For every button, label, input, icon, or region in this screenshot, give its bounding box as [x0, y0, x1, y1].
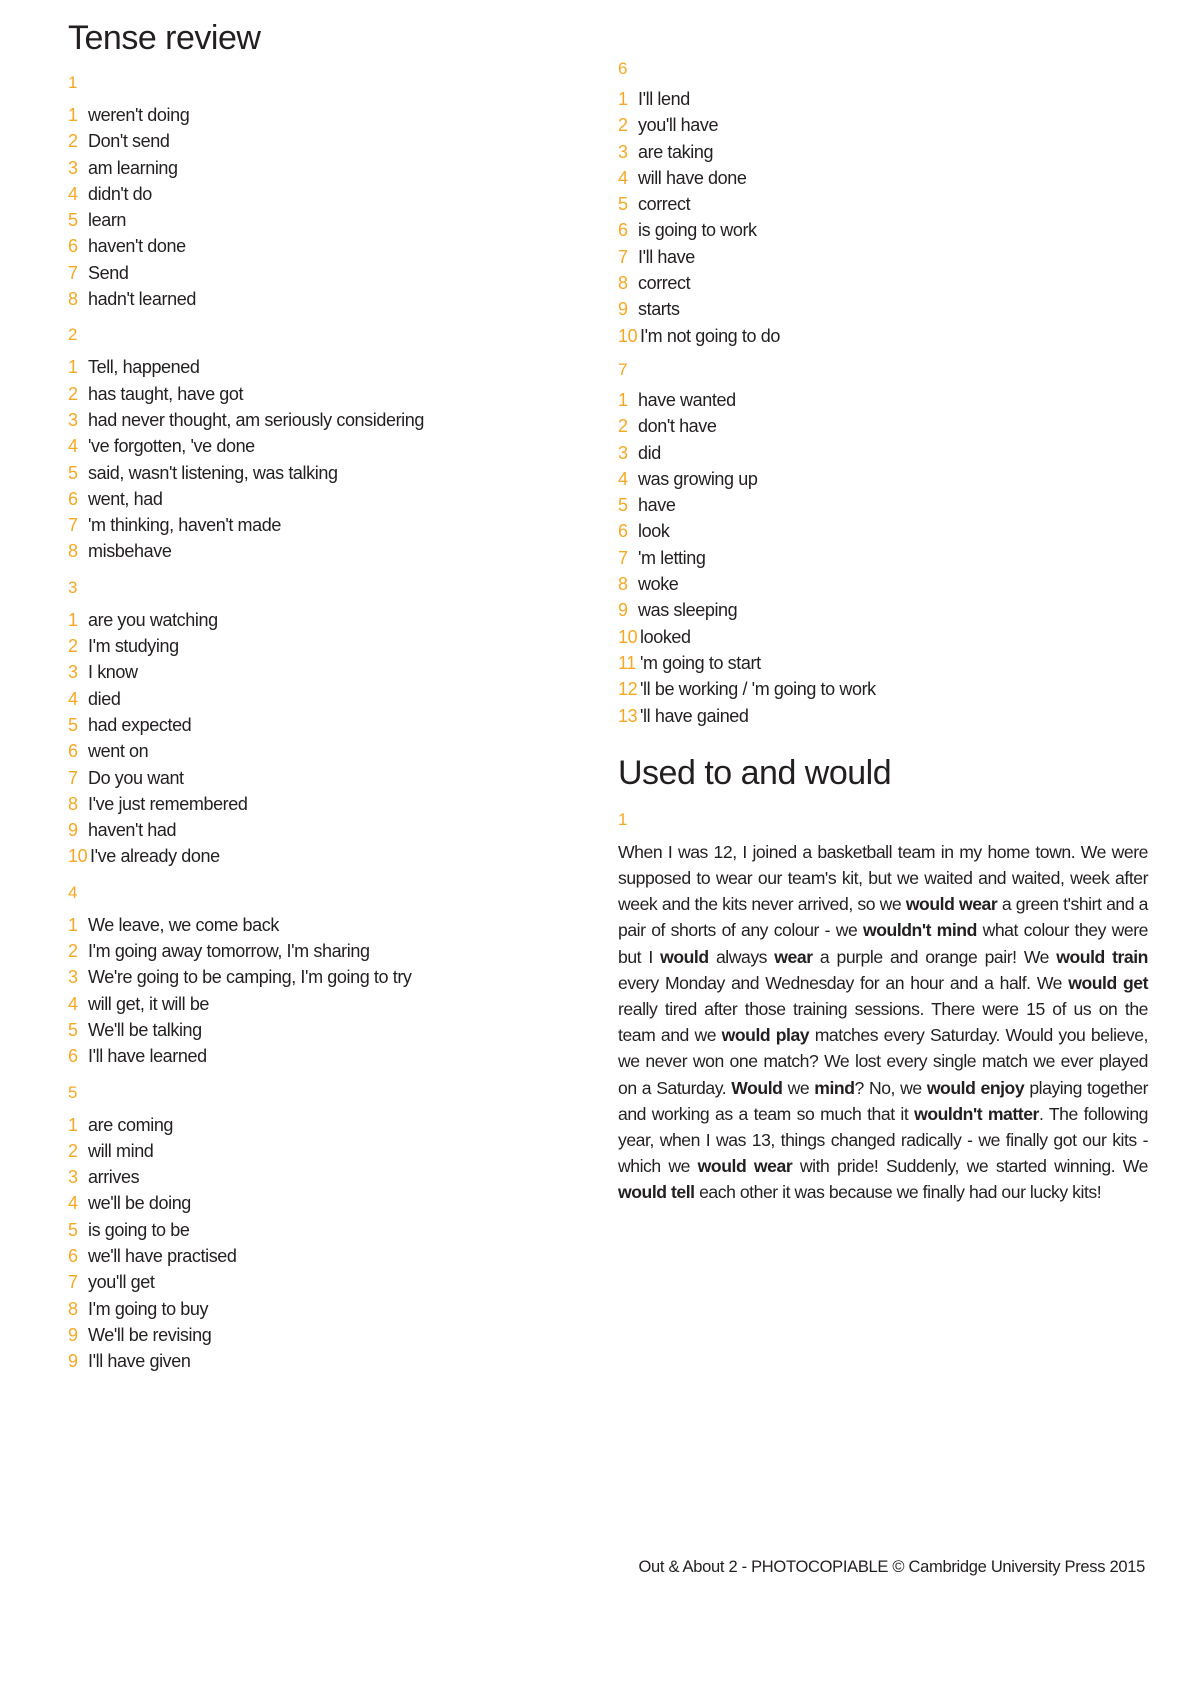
item-number: 4 [618, 468, 628, 489]
bold-phrase: mind [814, 1077, 855, 1098]
item-answer: Send [88, 262, 129, 283]
item-answer: are you watching [88, 609, 218, 630]
item-number: 2 [68, 941, 78, 962]
item-number: 3 [68, 967, 78, 988]
item-answer: We'll be talking [88, 1019, 202, 1040]
exercise-block [68, 72, 588, 312]
bold-phrase: Would [731, 1077, 783, 1098]
item-answer: 'll have gained [640, 705, 749, 726]
item-answer: I've just remembered [88, 793, 248, 814]
item-number: 6 [68, 741, 78, 762]
item-answer: am learning [88, 157, 178, 178]
answer-item [68, 260, 588, 286]
item-number: 10 [618, 626, 638, 647]
exercise-number: 3 [68, 577, 78, 597]
item-number: 6 [68, 488, 78, 509]
answer-item [68, 791, 588, 817]
item-answer: will mind [88, 1140, 154, 1161]
answer-item [68, 486, 588, 512]
answer-item [618, 296, 1148, 322]
exercise-number: 7 [618, 359, 628, 379]
item-answer: is going to work [638, 220, 757, 241]
item-answer: had expected [88, 714, 192, 735]
item-answer: Don't send [88, 131, 170, 152]
item-number: 7 [68, 1272, 78, 1293]
answer-item [68, 460, 588, 486]
answer-item [618, 650, 1148, 676]
item-number: 8 [618, 574, 628, 595]
item-answer: you'll have [638, 115, 719, 136]
item-answer: I'm not going to do [640, 325, 780, 346]
answer-item [68, 128, 588, 154]
item-number: 6 [618, 220, 628, 241]
answer-item [618, 703, 1148, 729]
item-number: 10 [68, 846, 88, 867]
answer-item [68, 181, 588, 207]
item-answer: has taught, have got [88, 383, 244, 404]
answer-item [68, 155, 588, 181]
answer-item [68, 1017, 588, 1043]
answer-item [68, 512, 588, 538]
bold-phrase: would play [721, 1025, 810, 1046]
page-title: Tense review [68, 19, 261, 57]
item-number: 1 [68, 357, 78, 378]
item-number: 5 [68, 714, 78, 735]
exercise-block [68, 324, 588, 564]
answer-item [618, 139, 1148, 165]
item-answer: will get, it will be [88, 993, 210, 1014]
answer-item [68, 286, 588, 312]
item-number: 8 [68, 541, 78, 562]
item-answer: hadn't learned [88, 289, 196, 310]
item-answer: I'll have given [88, 1351, 191, 1372]
item-number: 2 [68, 1140, 78, 1161]
bold-phrase: would tell [618, 1182, 695, 1203]
item-answer: correct [638, 194, 691, 215]
answer-item [618, 492, 1148, 518]
text-run: playing together and working as a team so much that it [618, 1077, 1148, 1124]
item-answer: 'm letting [638, 547, 706, 568]
item-number: 1 [68, 105, 78, 125]
item-number: 4 [68, 436, 78, 457]
answer-item [68, 381, 588, 407]
item-number: 8 [68, 289, 78, 310]
item-number: 4 [68, 1193, 78, 1214]
item-answer: I've already done [90, 846, 220, 867]
item-answer: was growing up [638, 468, 758, 489]
answer-item [68, 686, 588, 712]
bold-phrase: wear [774, 946, 813, 967]
item-number: 1 [618, 89, 628, 109]
text-run: a green t'shirt and a pair of shorts of any colour - we [618, 894, 1148, 941]
item-number: 5 [618, 194, 628, 215]
answer-item [618, 191, 1148, 217]
answer-item [68, 938, 588, 964]
answer-item [618, 112, 1148, 138]
section-title: Used to and would [618, 753, 892, 792]
item-answer: went on [88, 741, 149, 762]
item-answer: are coming [88, 1114, 174, 1135]
text-run: . The following year, when I was 13, things changed radically - we finally got our kits - which we [618, 1103, 1148, 1177]
item-number: 7 [68, 767, 78, 788]
bold-phrase: would enjoy [926, 1077, 1025, 1098]
item-answer: I'm going to buy [88, 1298, 209, 1319]
answer-item [68, 538, 588, 564]
exercise-number: 5 [68, 1082, 78, 1102]
text-run: ? No, we [854, 1077, 927, 1098]
item-number: 7 [68, 515, 78, 536]
used-to-section [618, 753, 1148, 1206]
answer-item [618, 413, 1148, 439]
item-answer: I know [88, 662, 138, 683]
item-number: 9 [68, 1351, 78, 1372]
answer-item [68, 1217, 588, 1243]
item-number: 9 [618, 299, 628, 320]
item-number: 5 [68, 1019, 78, 1040]
item-answer: are taking [638, 141, 714, 162]
item-answer: we'll have practised [88, 1245, 237, 1266]
footer-copyright: Out & About 2 - PHOTOCOPIABLE © Cambridge University Press 2015 [638, 1558, 1145, 1576]
item-answer: I'm studying [88, 636, 179, 657]
answer-item [68, 433, 588, 459]
exercise-number: 1 [68, 73, 78, 92]
answer-item [618, 518, 1148, 544]
bold-phrase: would [660, 946, 709, 967]
bold-phrase: would get [1068, 972, 1149, 993]
item-answer: have wanted [638, 389, 736, 410]
item-number: 4 [68, 183, 78, 204]
answer-item [68, 354, 588, 380]
answer-item [618, 440, 1148, 466]
item-answer: was sleeping [638, 600, 738, 621]
item-number: 5 [68, 210, 78, 231]
item-number: 9 [618, 600, 628, 621]
item-answer: We're going to be camping, I'm going to try [88, 967, 412, 988]
item-number: 3 [618, 442, 628, 463]
item-number: 2 [618, 115, 628, 136]
answer-item [618, 270, 1148, 296]
item-answer: I'll have learned [88, 1046, 207, 1067]
item-number: 3 [618, 141, 628, 162]
item-answer: We leave, we come back [88, 914, 279, 935]
item-answer: misbehave [88, 541, 172, 562]
item-answer: haven't had [88, 820, 177, 841]
item-answer: look [638, 521, 670, 542]
item-number: 8 [618, 273, 628, 294]
item-number: 2 [618, 416, 628, 437]
item-answer: learn [88, 210, 127, 231]
answer-item [68, 1348, 588, 1374]
answer-item [68, 607, 588, 633]
item-answer: arrives [88, 1167, 140, 1188]
item-number: 5 [618, 495, 628, 516]
item-number: 4 [68, 688, 78, 709]
answer-item [68, 712, 588, 738]
answer-item [68, 1190, 588, 1216]
bold-phrase: would wear [905, 894, 998, 915]
item-number: 4 [618, 167, 628, 188]
item-number: 11 [618, 652, 636, 673]
item-number: 5 [68, 1219, 78, 1240]
item-answer: don't have [638, 416, 717, 437]
answer-item [618, 323, 1148, 349]
text-run: a purple and orange pair! We [812, 946, 1057, 967]
item-answer: 'm going to start [640, 652, 761, 673]
item-number: 8 [68, 793, 78, 814]
item-answer: Do you want [88, 767, 184, 788]
item-answer: haven't done [88, 236, 186, 257]
item-number: 4 [68, 993, 78, 1014]
item-answer: had never thought, am seriously considering [88, 409, 425, 430]
item-answer: have [638, 495, 676, 516]
text-run: we [782, 1077, 815, 1098]
answer-item [618, 86, 1148, 112]
answer-item [68, 1164, 588, 1190]
exercise-block [618, 58, 1148, 349]
story-paragraph [618, 839, 1148, 1206]
item-number: 1 [68, 609, 78, 630]
answer-item [68, 233, 588, 259]
answer-item [618, 466, 1148, 492]
answer-item [68, 817, 588, 843]
answer-item [68, 964, 588, 990]
answer-item [68, 407, 588, 433]
item-number: 2 [68, 131, 78, 152]
item-number: 9 [68, 820, 78, 841]
answer-item [68, 843, 588, 869]
item-answer: I'll lend [638, 89, 690, 109]
answer-item [618, 624, 1148, 650]
item-answer: 'll be working / 'm going to work [640, 679, 876, 700]
item-answer: you'll get [88, 1272, 155, 1293]
exercise-number: 1 [618, 809, 628, 829]
item-answer: will have done [638, 167, 747, 188]
exercise-number: 2 [68, 325, 78, 345]
answer-item [68, 1322, 588, 1348]
answer-item [68, 659, 588, 685]
item-number: 5 [68, 462, 78, 483]
item-answer: said, wasn't listening, was talking [88, 462, 338, 483]
item-number: 3 [68, 409, 78, 430]
answer-item [68, 912, 588, 938]
text-run: each other it was because we finally had our lucky kits! [694, 1182, 1102, 1203]
answer-item [618, 165, 1148, 191]
bold-phrase: would wear [697, 1156, 793, 1177]
answer-item [68, 991, 588, 1017]
item-answer: did [638, 442, 661, 463]
answer-item [68, 1043, 588, 1069]
text-run: always [708, 946, 775, 967]
item-number: 1 [618, 389, 628, 410]
text-run: When I was 12, I joined a basketball team in my home town. We were supposed to wear our team's kit, but we waited and waited, week after week and the kits never arrived, so we [618, 841, 1148, 915]
item-number: 1 [68, 1114, 78, 1135]
answer-item [68, 1296, 588, 1322]
item-answer: starts [638, 299, 680, 320]
item-answer: 'm thinking, haven't made [88, 515, 281, 536]
text-run: matches every Saturday. Would you believe, we never won one match? We lost every single match we ever played on a Saturday. [618, 1025, 1148, 1098]
text-run: really tired after those training sessions. There were 15 of us on the team and we [618, 999, 1148, 1046]
answer-item [618, 597, 1148, 623]
item-number: 13 [618, 705, 638, 726]
left-column [68, 0, 588, 1374]
item-answer: we'll be doing [88, 1193, 191, 1214]
item-number: 3 [68, 157, 78, 178]
answer-item [68, 1269, 588, 1295]
exercise-block [68, 882, 588, 1070]
item-answer: woke [638, 574, 679, 595]
answer-item [68, 102, 588, 128]
item-number: 7 [618, 547, 628, 568]
answer-item [68, 738, 588, 764]
exercise-number: 4 [68, 882, 78, 902]
item-number: 2 [68, 383, 78, 404]
answer-item [68, 633, 588, 659]
answer-item [68, 207, 588, 233]
item-number: 3 [68, 1167, 78, 1188]
item-answer: 've forgotten, 've done [88, 436, 255, 457]
item-number: 2 [68, 636, 78, 657]
answer-item [68, 1243, 588, 1269]
item-number: 8 [68, 1298, 78, 1319]
item-number: 6 [618, 521, 628, 542]
exercise-block [68, 577, 588, 870]
item-answer: is going to be [88, 1219, 190, 1240]
item-number: 6 [68, 1046, 78, 1067]
answer-item [618, 571, 1148, 597]
text-run: every Monday and Wednesday for an hour and a half. We [618, 972, 1069, 993]
item-answer: died [88, 688, 121, 709]
item-answer: We'll be revising [88, 1324, 212, 1345]
exercise-number: 6 [618, 59, 628, 78]
item-answer: Tell, happened [88, 357, 200, 378]
right-column [618, 0, 1148, 1206]
item-number: 6 [68, 236, 78, 257]
answer-item [68, 1112, 588, 1138]
item-answer: weren't doing [88, 105, 190, 125]
item-number: 9 [68, 1324, 78, 1345]
item-number: 7 [68, 262, 78, 283]
item-answer: I'll have [638, 246, 695, 267]
item-number: 1 [68, 914, 78, 935]
item-number: 7 [618, 246, 628, 267]
bold-phrase: would train [1056, 946, 1148, 967]
exercise-block [68, 1082, 588, 1375]
item-answer: didn't do [88, 183, 152, 204]
bold-phrase: wouldn't matter [914, 1103, 1039, 1124]
item-number: 6 [68, 1245, 78, 1266]
answer-item [618, 217, 1148, 243]
item-number: 12 [618, 679, 638, 700]
answer-item [618, 545, 1148, 571]
text-run: with pride! Suddenly, we started winning. We [792, 1156, 1148, 1177]
exercise-block [618, 359, 1148, 729]
answer-item [68, 1138, 588, 1164]
item-number: 10 [618, 325, 638, 346]
answer-item [68, 765, 588, 791]
item-number: 3 [68, 662, 78, 683]
item-answer: I'm going away tomorrow, I'm sharing [88, 941, 370, 962]
answer-item [618, 387, 1148, 413]
item-answer: went, had [88, 488, 163, 509]
text-run: what colour they were but I [618, 920, 1149, 967]
answer-item [618, 244, 1148, 270]
bold-phrase: wouldn't mind [862, 920, 977, 941]
item-answer: looked [640, 626, 691, 647]
item-answer: correct [638, 273, 691, 294]
answer-item [618, 676, 1148, 702]
